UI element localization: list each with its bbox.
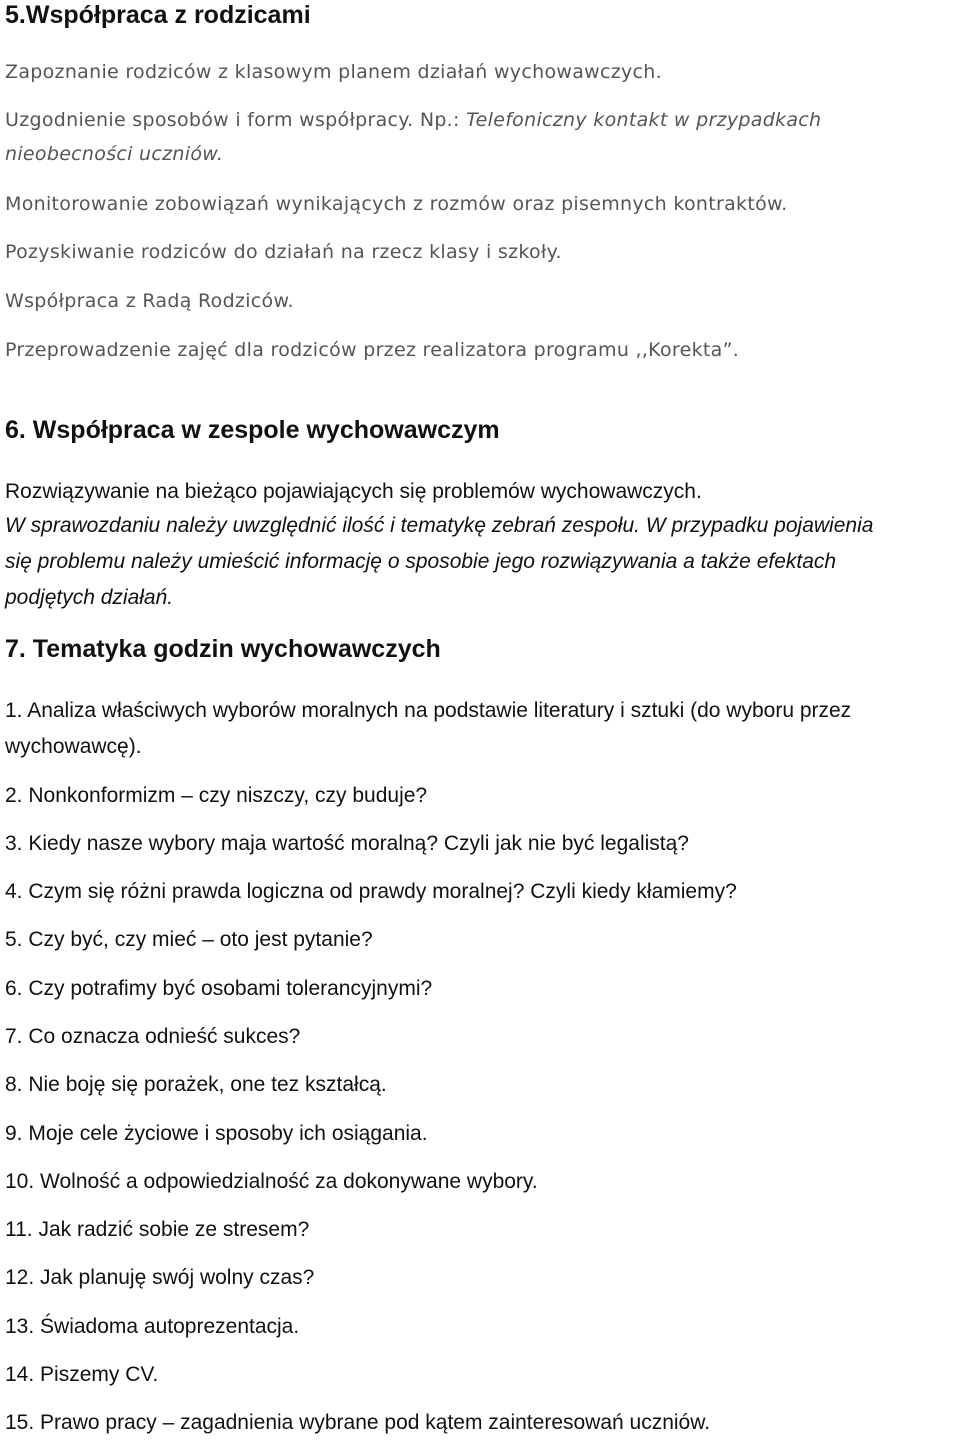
topic-item: 3. Kiedy nasze wybory maja wartość moralną? Czyli jak nie być legalistą?: [5, 832, 689, 855]
topic-item: 12. Jak planuję swój wolny czas?: [5, 1266, 315, 1289]
section-5-heading: 5.Współpraca z rodzicami: [5, 1, 311, 29]
section-5-line-2-italic: Telefoniczny kontakt w przypadkach: [466, 109, 822, 131]
section-5-line-4: Monitorowanie zobowiązań wynikających z rozmów oraz pisemnych kontraktów.: [5, 193, 788, 215]
topic-item: 6. Czy potrafimy być osobami tolerancyjnymi?: [5, 977, 433, 1000]
topic-item: 10. Wolność a odpowiedzialność za dokonywane wybory.: [5, 1170, 538, 1193]
topic-item-1-line-2: wychowawcę).: [5, 735, 142, 758]
section-7-heading: 7. Tematyka godzin wychowawczych: [5, 635, 441, 663]
section-5-line-7: Przeprowadzenie zajęć dla rodziców przez realizatora programu ,,Korekta”.: [5, 339, 740, 361]
section-5-line-1: Zapoznanie rodziców z klasowym planem działań wychowawczych.: [5, 61, 662, 83]
topic-item: 15. Prawo pracy – zagadnienia wybrane pod kątem zainteresowań uczniów.: [5, 1411, 711, 1434]
section-6-line-2: W sprawozdaniu należy uwzględnić ilość i tematykę zebrań zespołu. W przypadku pojawienia: [5, 514, 874, 537]
section-5-line-6: Współpraca z Radą Rodziców.: [5, 290, 294, 312]
section-5-line-2: [5, 106, 821, 134]
topic-item: 7. Co oznacza odnieść sukces?: [5, 1025, 301, 1048]
section-6-line-1: Rozwiązywanie na bieżąco pojawiających się problemów wychowawczych.: [5, 480, 702, 503]
section-6-heading: 6. Współpraca w zespole wychowawczym: [5, 416, 500, 444]
topic-item: 2. Nonkonformizm – czy niszczy, czy buduje?: [5, 784, 428, 807]
topic-item: 9. Moje cele życiowe i sposoby ich osiągania.: [5, 1122, 428, 1145]
section-5-line-3: nieobecności uczniów.: [5, 143, 224, 165]
topic-item: 8. Nie boję się porażek, one tez kształcą.: [5, 1073, 387, 1096]
topic-item: 5. Czy być, czy mieć – oto jest pytanie?: [5, 928, 373, 951]
section-5-line-2-regular: Uzgodnienie sposobów i form współpracy. Np.:: [5, 109, 467, 131]
topic-item: 11. Jak radzić sobie ze stresem?: [5, 1218, 310, 1241]
topic-item: 14. Piszemy CV.: [5, 1363, 159, 1386]
section-6-line-4: podjętych działań.: [5, 586, 174, 609]
topic-item: 4. Czym się różni prawda logiczna od prawdy moralnej? Czyli kiedy kłamiemy?: [5, 880, 737, 903]
section-6-line-3: się problemu należy umieścić informację o sposobie jego rozwiązywania a także efektach: [5, 550, 837, 573]
topic-item-1-line-1: 1. Analiza właściwych wyborów moralnych na podstawie literatury i sztuki (do wyboru przez: [5, 699, 852, 722]
topic-item: 13. Świadoma autoprezentacja.: [5, 1315, 300, 1338]
section-5-line-5: Pozyskiwanie rodziców do działań na rzecz klasy i szkoły.: [5, 241, 562, 263]
